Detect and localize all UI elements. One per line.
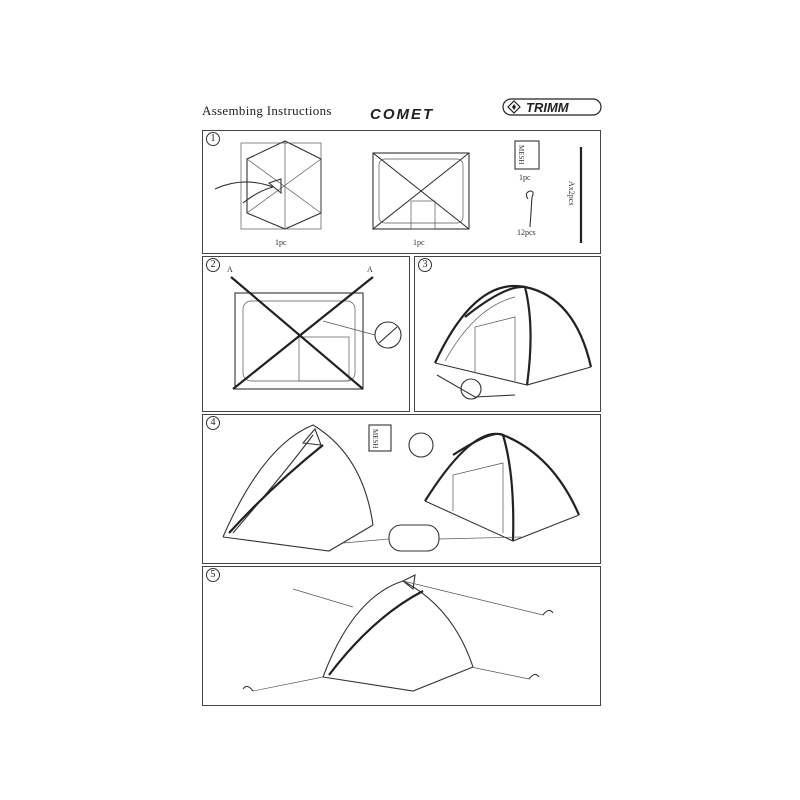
page-title: Assembing Instructions bbox=[202, 103, 332, 118]
step-4-illustration bbox=[203, 415, 602, 565]
fly-qty-label: 1pc bbox=[413, 238, 425, 247]
inner-tent-drawing bbox=[215, 141, 321, 229]
step-number: 5 bbox=[206, 568, 220, 582]
mesh-bag-label: MESH bbox=[517, 145, 525, 165]
step-2-illustration bbox=[203, 257, 411, 413]
brand-logo bbox=[502, 96, 602, 118]
step-1-illustration bbox=[203, 131, 602, 255]
tent-qty-label: 1pc bbox=[275, 238, 287, 247]
pole-a-right-label: A bbox=[367, 265, 373, 274]
step-1-panel bbox=[202, 130, 601, 254]
brand-text: TRIMM bbox=[526, 100, 569, 115]
mesh-bag-label: MESH bbox=[371, 429, 379, 449]
step-number: 2 bbox=[206, 258, 220, 272]
step-5-panel bbox=[202, 566, 601, 706]
model-name: COMET bbox=[370, 106, 435, 123]
step-number: 1 bbox=[206, 132, 220, 146]
mesh-bag-qty-label: 1pc bbox=[519, 173, 531, 182]
step-number: 3 bbox=[418, 258, 432, 272]
step-5-illustration bbox=[203, 567, 602, 707]
rain-fly-drawing bbox=[373, 153, 469, 229]
peg-icon bbox=[526, 191, 533, 227]
step-number: 4 bbox=[206, 416, 220, 430]
poles-qty-label: Ax2pcs bbox=[567, 181, 576, 206]
step-3-illustration bbox=[415, 257, 602, 413]
step-2-panel bbox=[202, 256, 410, 412]
pegs-qty-label: 12pcs bbox=[517, 228, 536, 237]
pole-a-left-label: A bbox=[227, 265, 233, 274]
step-3-panel bbox=[414, 256, 601, 412]
step-4-panel bbox=[202, 414, 601, 564]
